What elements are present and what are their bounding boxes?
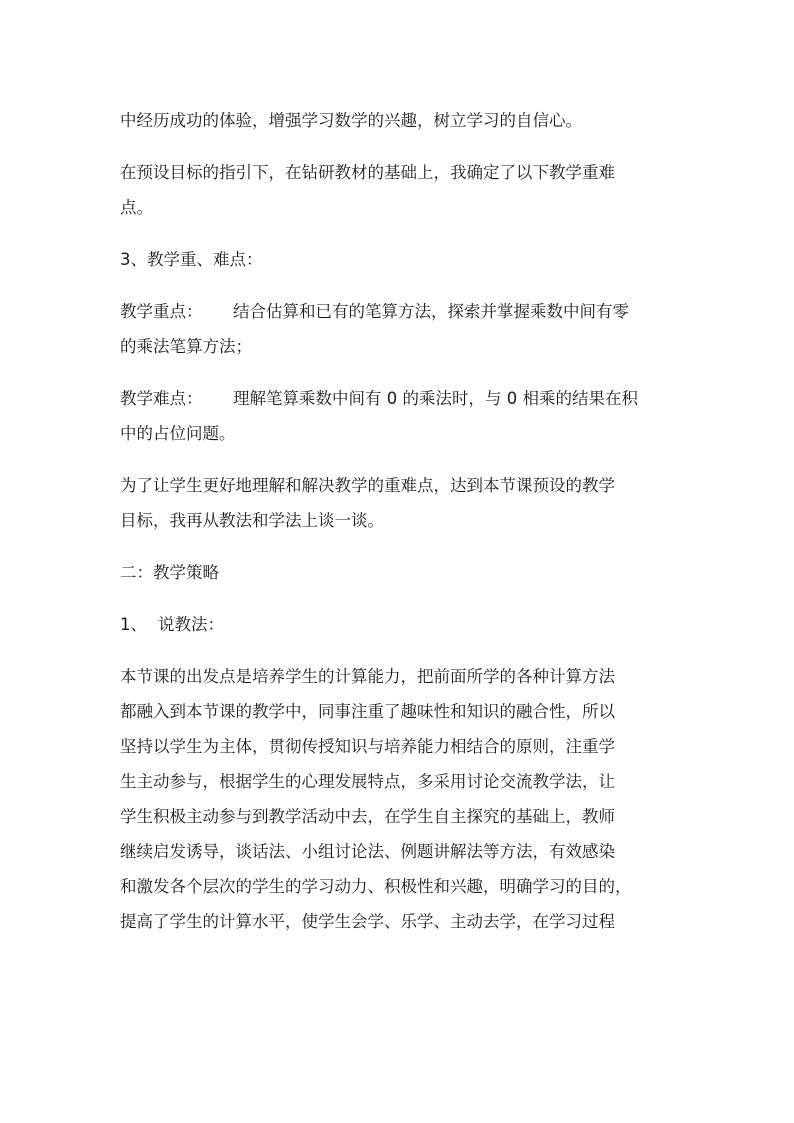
paragraph-line: 继续启发诱导，谈话法、小组讨论法、例题讲解法等方法，有效感染 [120, 842, 615, 861]
paragraph-line: 都融入到本节课的教学中，同事注重了趣味性和知识的融合性，所以 [120, 702, 615, 721]
section-heading [120, 242, 680, 277]
paragraph [120, 659, 680, 939]
heading-text [120, 607, 680, 642]
paragraph-line: 提高了学生的计算水平，使学生会学、乐学、主动去学，在学习过程 [120, 912, 615, 931]
heading-label: 说教法： [158, 615, 224, 634]
term-label: 教学重点： [120, 302, 203, 321]
paragraph [120, 103, 680, 138]
paragraph-line: 在预设目标的指引下，在钻研教材的基础上，我确定了以下教学重难 [120, 163, 615, 182]
subsection-heading [120, 607, 680, 642]
paragraph-line: 点。 [120, 198, 153, 217]
paragraph [120, 155, 680, 225]
paragraph-line [120, 381, 680, 416]
paragraph-line: 生主动参与，根据学生的心理发展特点，多采用讨论交流教学法，让 [120, 772, 615, 791]
paragraph-line: 坚持以学生为主体，贯彻传授知识与培养能力相结合的原则，注重学 [120, 737, 615, 756]
paragraph-line: 中的占位问题。 [120, 424, 236, 443]
paragraph [120, 294, 680, 364]
paragraph-line: 为了让学生更好地理解和解决教学的重难点，达到本节课预设的教学 [120, 476, 615, 495]
paragraph-line: 本节课的出发点是培养学生的计算能力，把前面所学的各种计算方法 [120, 667, 615, 686]
term-label: 教学难点： [120, 389, 203, 408]
section-heading [120, 555, 680, 590]
paragraph-line: 和激发各个层次的学生的学习动力、积极性和兴趣，明确学习的目的， [120, 877, 632, 896]
heading-text: 3、教学重、难点： [120, 250, 263, 269]
list-number: 1、 [120, 615, 147, 634]
term-text: 理解笔算乘数中间有 0 的乘法时，与 0 相乘的结果在积 [233, 389, 638, 408]
heading-text: 二：教学策略 [120, 563, 219, 582]
term-text: 结合估算和已有的笔算方法，探索并掌握乘数中间有零 [233, 302, 629, 321]
paragraph [120, 381, 680, 451]
paragraph-line: 中经历成功的体验，增强学习数学的兴趣，树立学习的自信心。 [120, 111, 582, 130]
paragraph-line: 目标，我再从教法和学法上谈一谈。 [120, 511, 384, 530]
paragraph-line: 的乘法笔算方法； [120, 337, 252, 356]
paragraph-line: 学生积极主动参与到教学活动中去，在学生自主探究的基础上，教师 [120, 807, 615, 826]
paragraph-line [120, 294, 680, 329]
paragraph [120, 468, 680, 538]
document-body [120, 103, 680, 939]
